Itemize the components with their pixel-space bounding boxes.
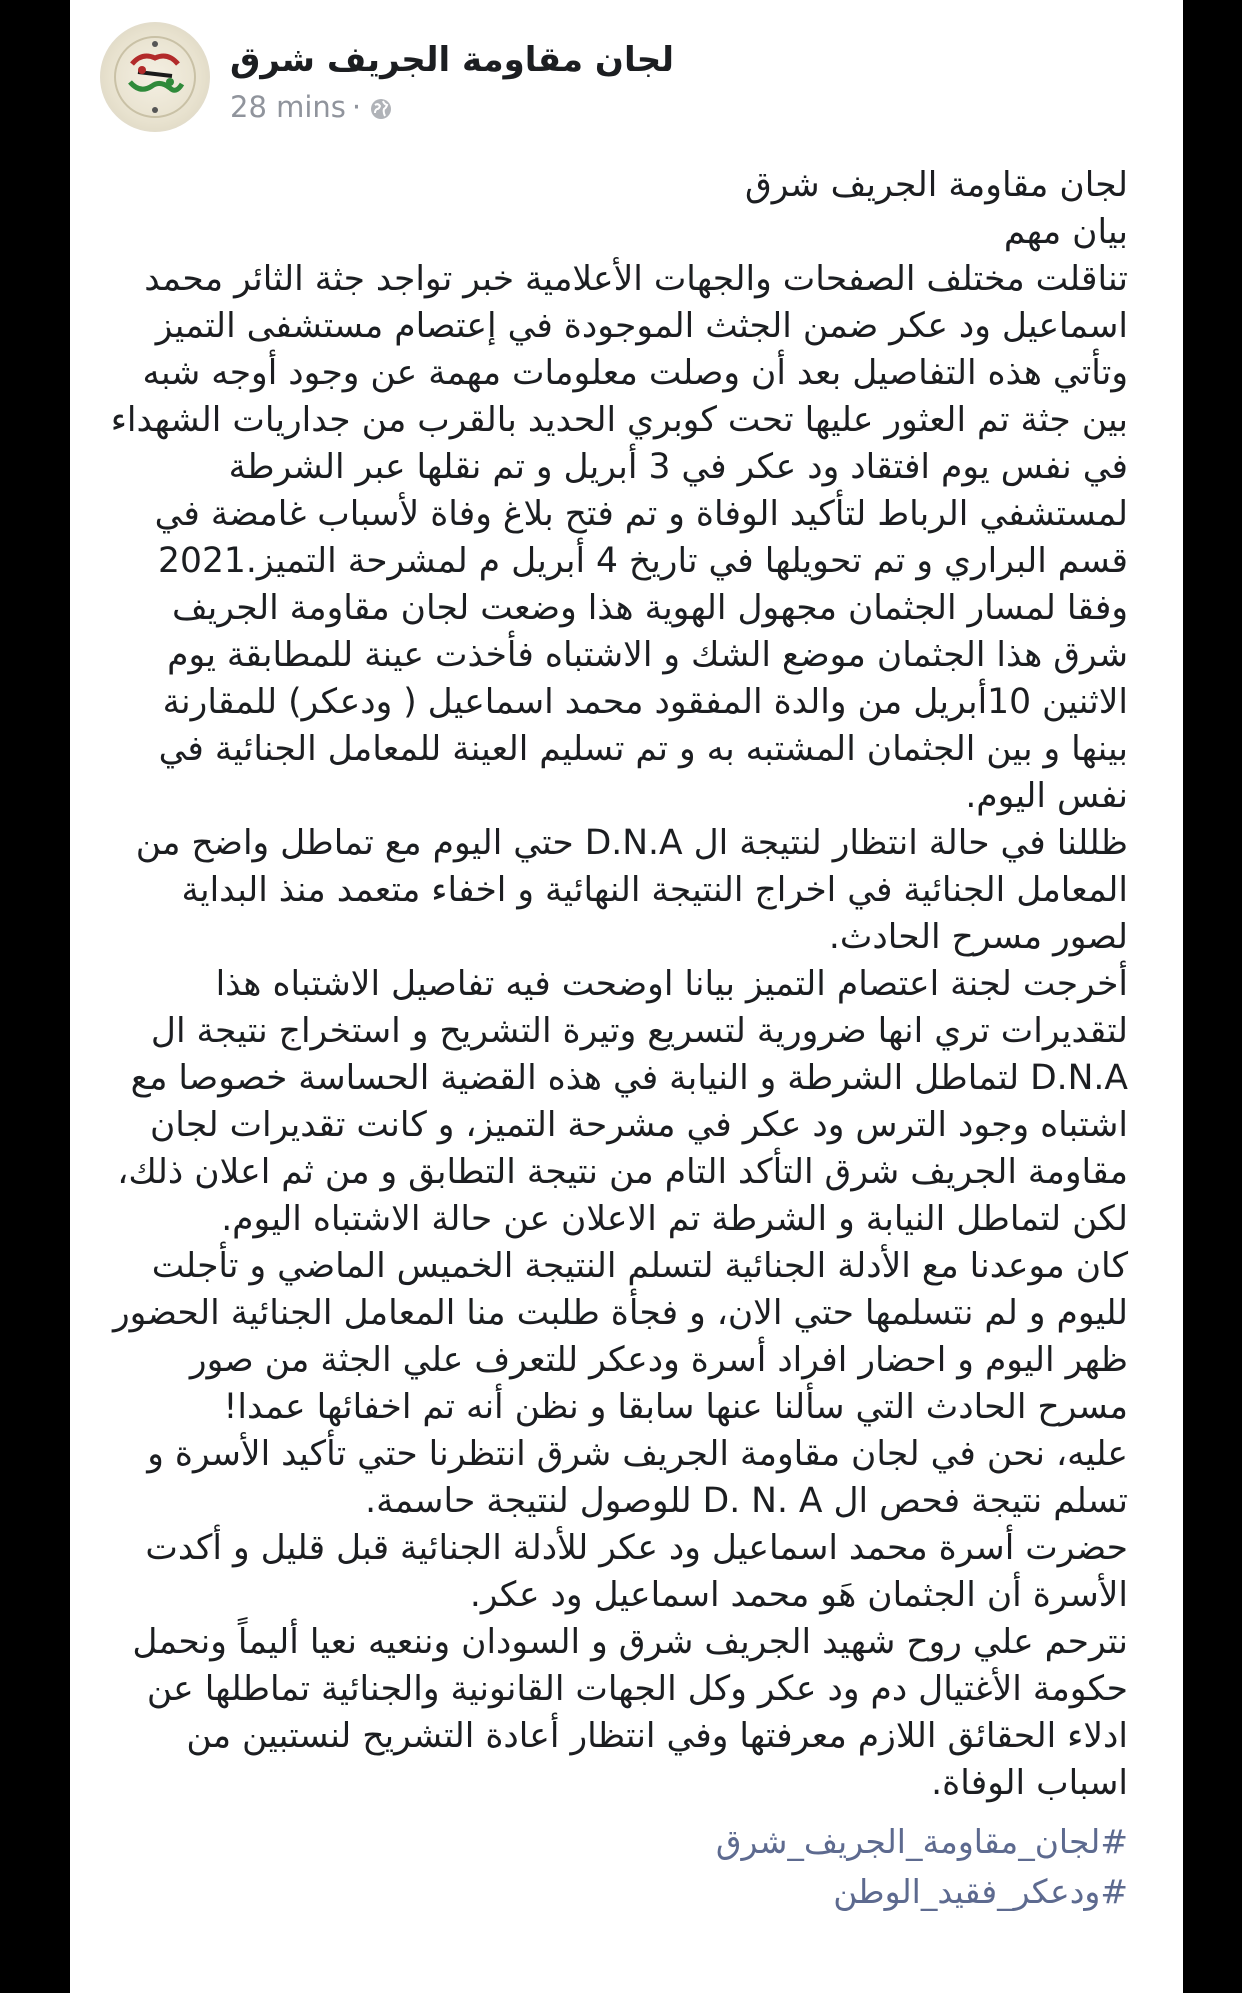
post-paragraph: أخرجت لجنة اعتصام التميز بيانا اوضحت فيه تفاصيل الاشتباه هذا لتقديرات تري انها ضرورية لتسريع وتيرة التشريح و استخراج نتيجة ال D.N.A لتماطل الشرطة و النيابة في هذه القضية الحساسة خصوصا مع اشتباه وجود الترس ود عكر في مشرحة التميز، و كانت تقديرات لجان مقاومة الجريف شرق التأكد التام من نتيجة التطابق و من ثم اعلان ذلك، لكن لتماطل النيابة و الشرطة تم الاعلان عن حالة الاشتباه اليوم. [117,964,1128,1239]
post-paragraph: بيان مهم [1003,212,1128,252]
logo-icon [102,24,208,130]
post-paragraph: تناقلت مختلف الصفحات والجهات الأعلامية خبر تواجد جثة الثائر محمد اسماعيل ود عكر ضمن الجثث الموجودة في إعتصام مستشفى التميز وتأتي هذه التفاصيل بعد أن وصلت معلومات مهمة عن وجود أوجه شبه بين جثة تم العثور عليها تحت كوبري الحديد بالقرب من جداريات الشهداء في نفس يوم افتقاد ود عكر في 3 أبريل و تم نقلها عبر الشرطة لمستشفي الرباط لتأكيد الوفاة و تم فتح بلاغ وفاة لأسباب غامضة في قسم البراري و تم تحويلها في تاريخ 4 أبريل م لمشرحة التميز.2021 [110,259,1128,581]
post-paragraph: كان موعدنا مع الأدلة الجنائية لتسلم النتيجة الخميس الماضي و تأجلت لليوم و لم نتسلمها حتي الان، و فجأة طلبت منا المعامل الجنائية الحضور ظهر اليوم و احضار افراد أسرة ودعكر للتعرف علي الجثة من صور مسرح الحادث التي سألنا عنها سابقا و نظن أنه تم اخفائها عمدا! [112,1246,1128,1427]
globe-icon [369,97,393,121]
post-paragraph: نترحم علي روح شهيد الجريف شرق و السودان وننعيه نعيا أليماً ونحمل حكومة الأغتيال دم ود عكر وكل الجهات القانونية والجنائية تماطلها عن ادلاء الحقائق اللازم معرفتها وفي انتظار أعادة التشريح لنستبين من اسباب الوفاة. [132,1622,1128,1803]
page-name-link[interactable]: لجان مقاومة الجريف شرق [230,40,674,80]
post-meta [230,90,393,124]
post-card [70,0,1183,1993]
post-paragraph: لجان مقاومة الجريف شرق [744,165,1128,205]
hashtag-link[interactable]: #لجان_مقاومة_الجريف_شرق [715,1822,1128,1861]
post-paragraph: عليه، نحن في لجان مقاومة الجريف شرق انتظرنا حتي تأكيد الأسرة و تسلم نتيجة فحص ال D. N. A للوصول لنتيجة حاسمة. [147,1434,1128,1521]
post-header [100,18,1150,138]
post-timestamp[interactable]: 28 mins [230,90,346,124]
page-avatar[interactable] [100,22,210,132]
hashtag-list [98,1817,1128,1917]
post-body [98,162,1128,1917]
post-paragraph: وفقا لمسار الجثمان مجهول الهوية هذا وضعت لجان مقاومة الجريف شرق هذا الجثمان موضع الشك و الاشتباه فأخذت عينة للمطابقة يوم الاثنين 10أبريل من والدة المفقود محمد اسماعيل ( ودعكر) للمقارنة بينها و بين الجثمان المشتبه به و تم تسليم العينة للمعامل الجنائية في نفس اليوم. [158,588,1128,816]
hashtag-link[interactable]: #ودعكر_فقيد_الوطن [833,1872,1128,1911]
post-paragraph: حضرت أسرة محمد اسماعيل ود عكر للأدلة الجنائية قبل قليل و أكدت الأسرة أن الجثمان هَو محمد اسماعيل ود عكر. [145,1528,1128,1615]
post-paragraph: ظللنا في حالة انتظار لنتيجة ال D.N.A حتي اليوم مع تماطل واضح من المعامل الجنائية في اخراج النتيجة النهائية و اخفاء متعمد منذ البداية لصور مسرح الحادث. [135,823,1128,957]
meta-separator: · [351,90,362,124]
